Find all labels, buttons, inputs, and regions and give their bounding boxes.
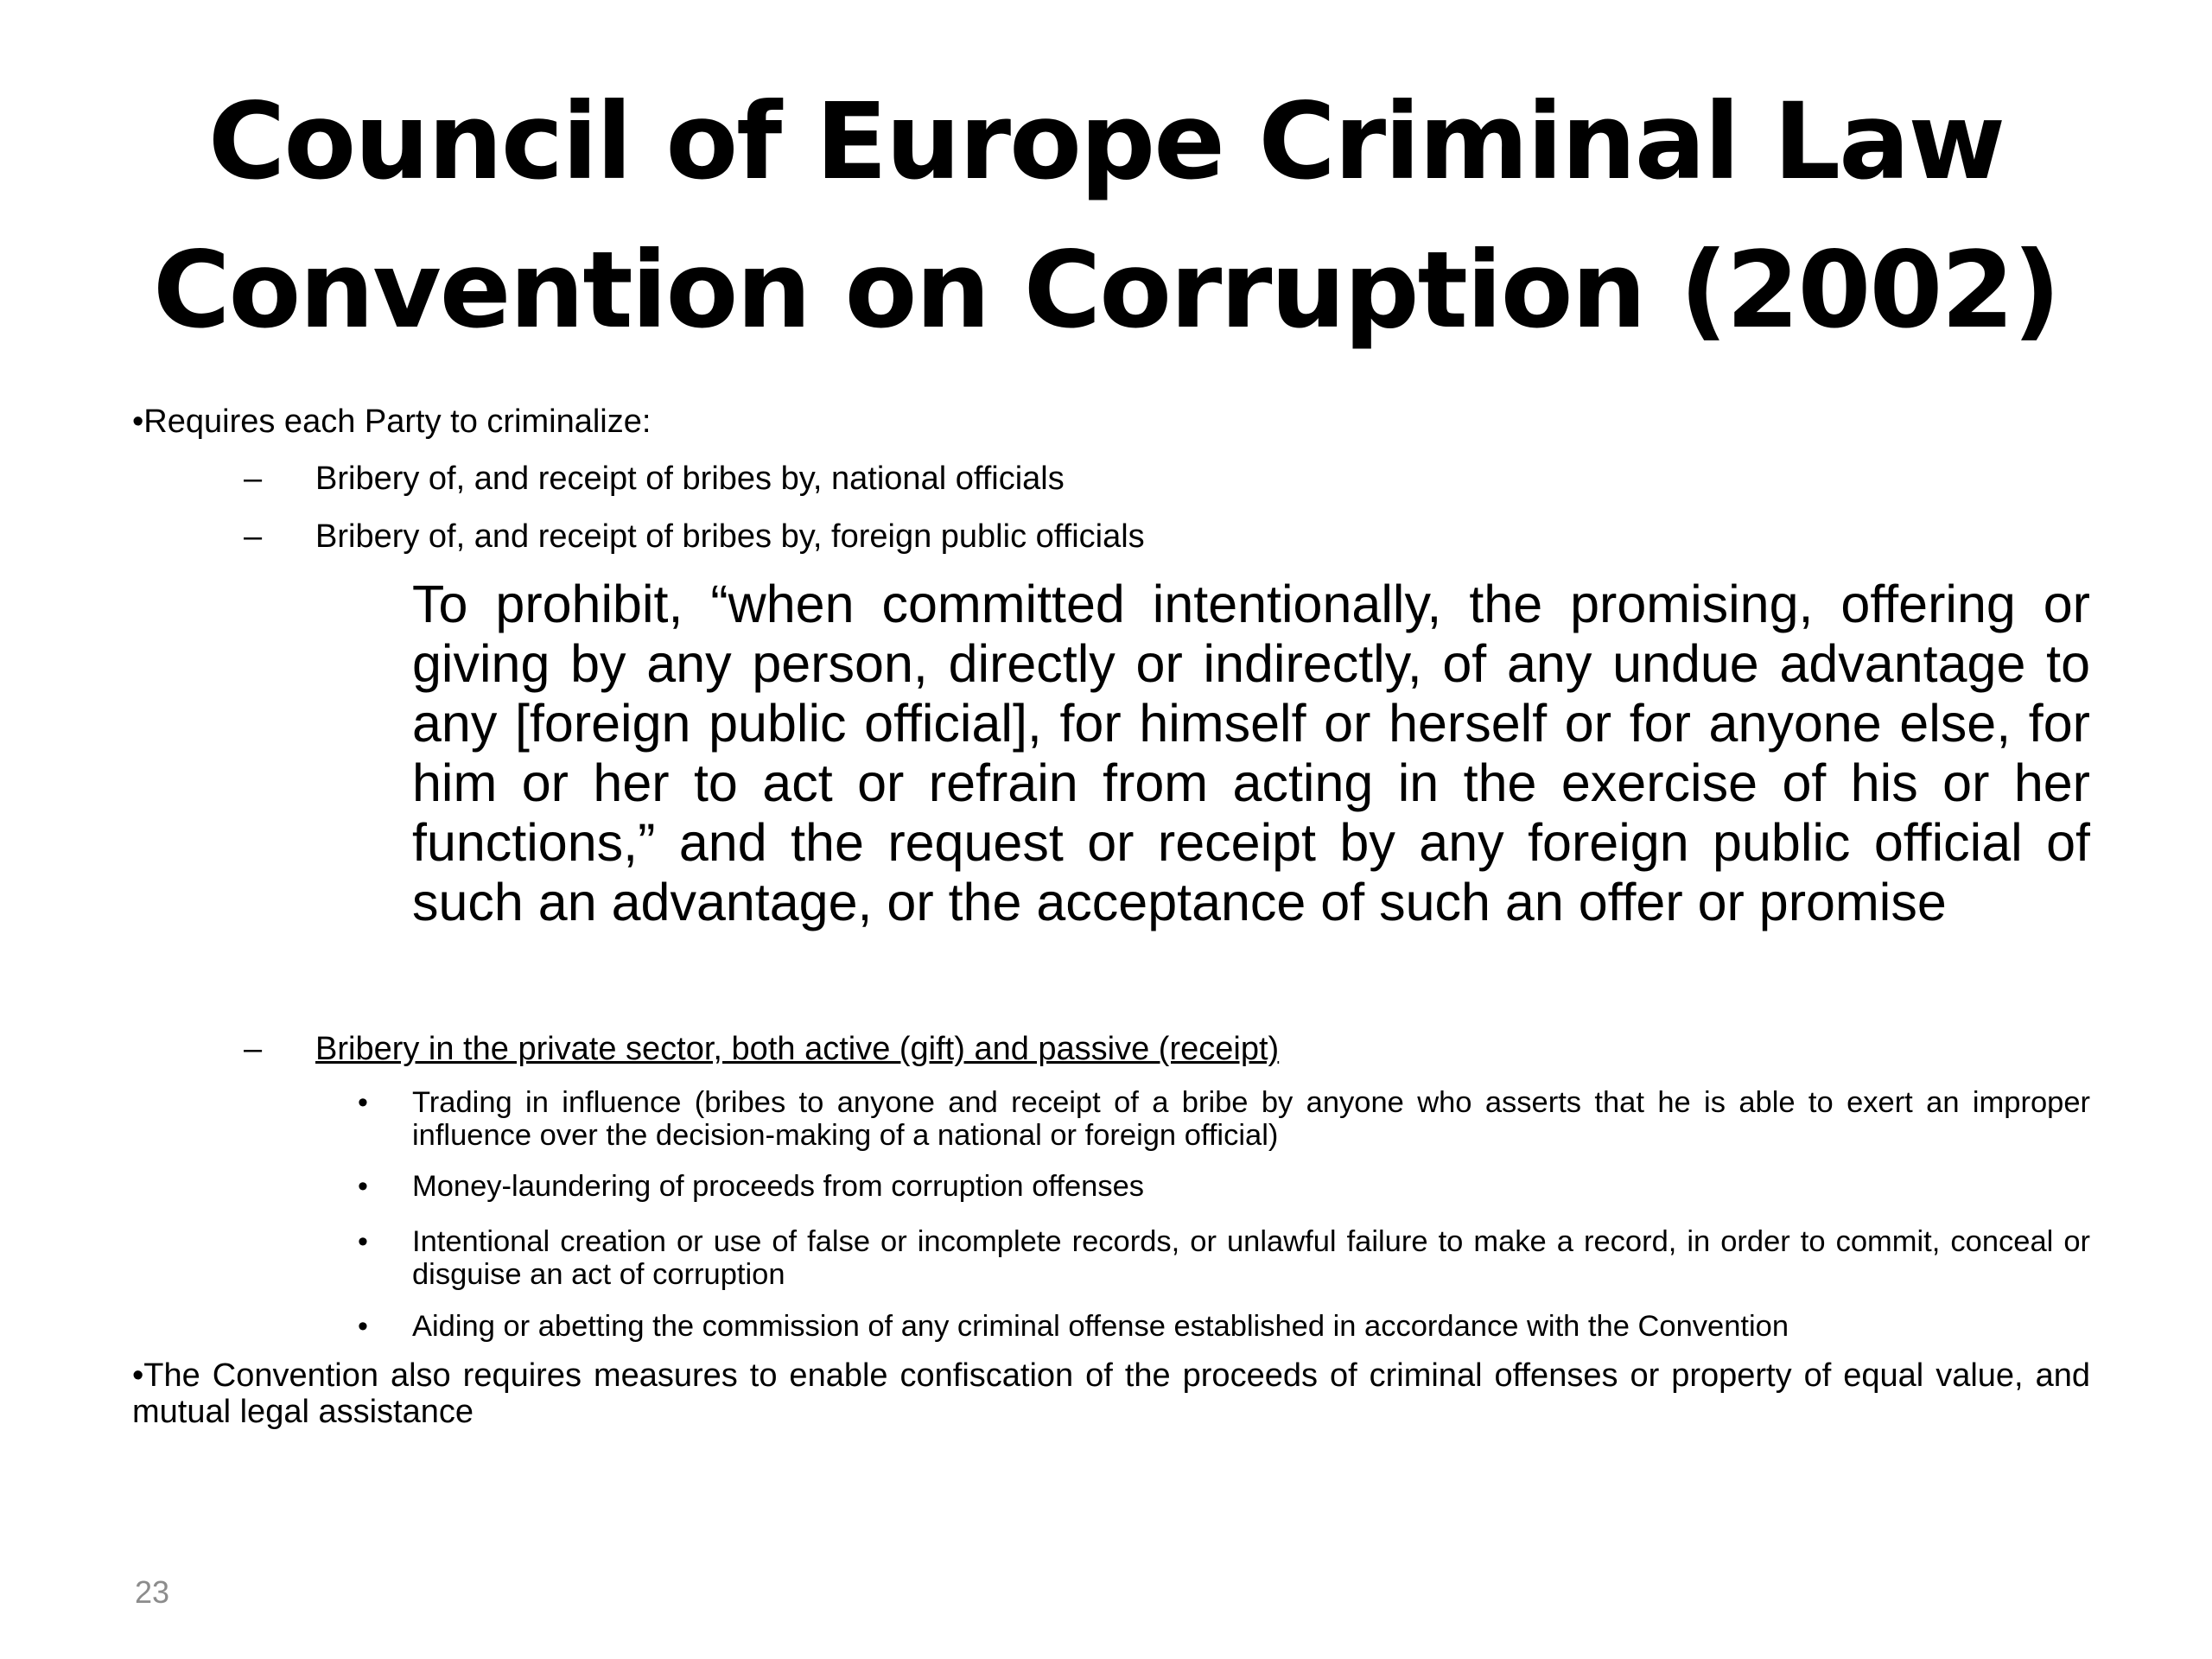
convention-quote: To prohibit, “when committed intentionally, the promising, offering or giving by any person, directly or indirectly, of any undue advantage to any [foreign public official], for himself or herself or for anyone else, for him or her to act or refrain from acting in the exercise of his or her functions,” and the request or receipt by any foreign public official of such an advantage, or the acceptance of such an offer or promise xyxy=(412,575,2090,931)
slide-title-line-2: Convention on Corruption (2002) xyxy=(153,229,2059,352)
dash-marker: – xyxy=(244,1031,263,1067)
page-number: 23 xyxy=(135,1574,170,1610)
sub-item-false-records: Intentional creation or use of false or incomplete records, or unlawful failure to make a record, in order to commit, conceal or disguise an act of corruption xyxy=(412,1225,2090,1291)
sub-bullet-marker: • xyxy=(358,1310,368,1343)
sub-item-money-laundering: Money-laundering of proceeds from corruption offenses xyxy=(412,1170,1145,1203)
sub-item-aiding-abetting: Aiding or abetting the commission of any criminal offense established in accordance with the Convention xyxy=(412,1310,1789,1343)
closing-bullet: •The Convention also requires measures to enable confiscation of the proceeds of criminal offenses or property of equal value, and mutual legal assistance xyxy=(132,1357,2090,1430)
sub-item-trading-in-influence: Trading in influence (bribes to anyone and receipt of a bribe by anyone who asserts that he is able to exert an improper influence over the decision-making of a national or foreign official) xyxy=(412,1086,2090,1152)
sub-bullet-marker: • xyxy=(358,1170,368,1203)
dash-item-national-officials: Bribery of, and receipt of bribes by, national officials xyxy=(315,461,1065,497)
dash-item-foreign-officials: Bribery of, and receipt of bribes by, foreign public officials xyxy=(315,518,1145,555)
dash-marker: – xyxy=(244,461,263,497)
dash-item-private-sector: Bribery in the private sector, both active (gift) and passive (receipt) xyxy=(315,1031,1280,1067)
intro-bullet: •Requires each Party to criminalize: xyxy=(132,404,652,440)
sub-bullet-marker: • xyxy=(358,1225,368,1258)
slide-title-line-1: Council of Europe Criminal Law xyxy=(207,80,2005,203)
sub-bullet-marker: • xyxy=(358,1086,368,1119)
dash-marker: – xyxy=(244,518,263,555)
